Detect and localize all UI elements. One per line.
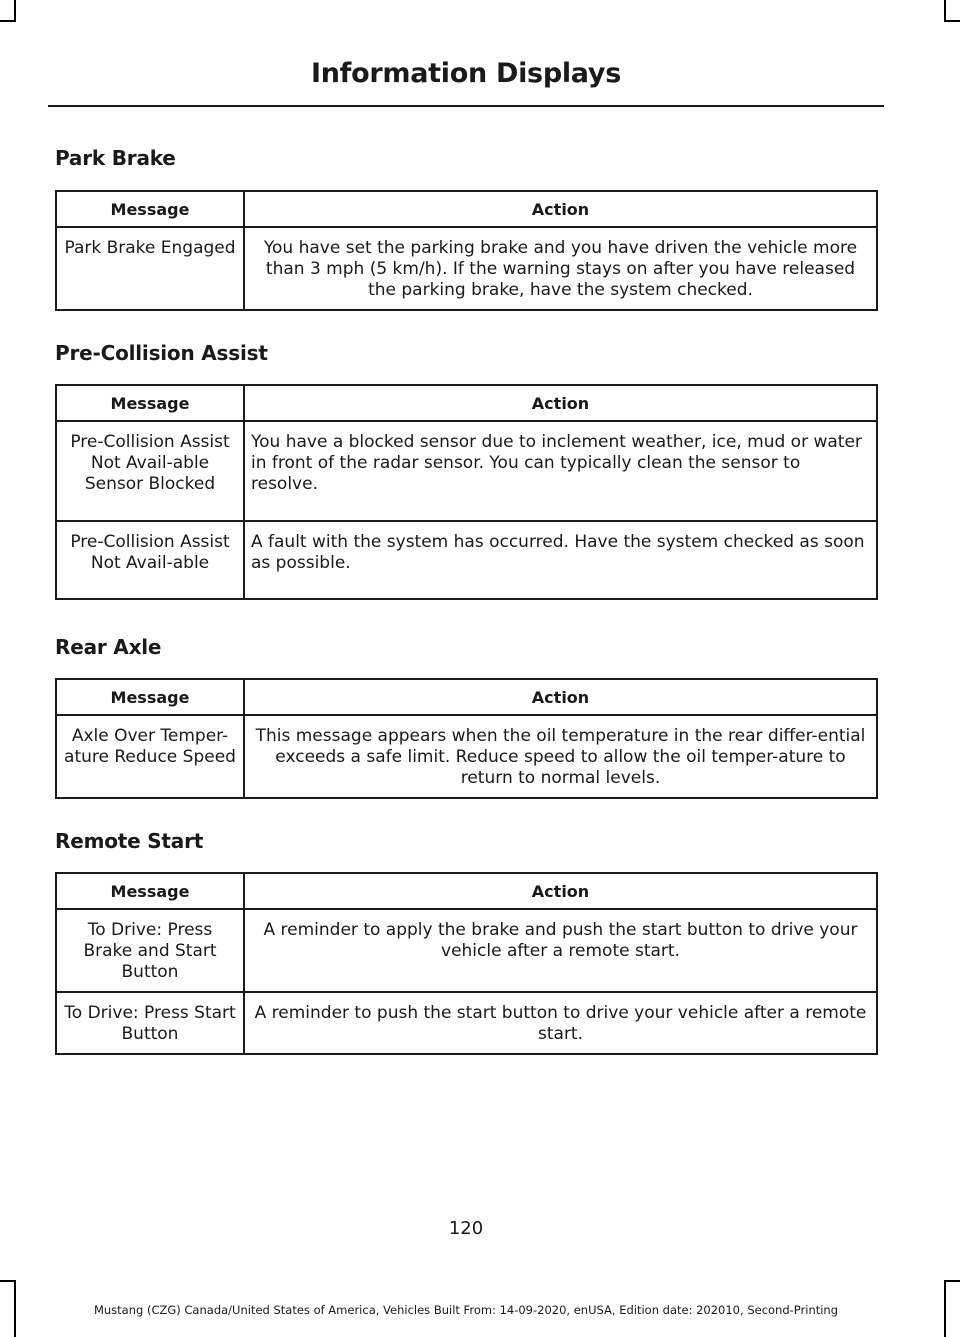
message-cell: Pre-Collision Assist Not Avail-able (56, 521, 244, 599)
section-title-rear-axle: Rear Axle (55, 635, 162, 659)
action-cell: You have a blocked sensor due to inclement weather, ice, mud or water in front of the radar sensor. You can typically clean the sensor to resolve. (244, 421, 877, 521)
section-title-remote-start: Remote Start (55, 829, 204, 853)
message-cell: Pre-Collision Assist Not Avail-able Sensor Blocked (56, 421, 244, 521)
message-cell: Axle Over Temper-ature Reduce Speed (56, 715, 244, 798)
table-row (56, 521, 877, 599)
crop-mark-bottom-right-h (944, 1280, 960, 1282)
page-header: Information Displays (311, 58, 621, 89)
column-header-message: Message (56, 191, 244, 227)
section-title-park-brake: Park Brake (55, 146, 176, 170)
remote-start-table (55, 872, 878, 1055)
table-row (56, 227, 877, 310)
page-number: 120 (448, 1218, 484, 1239)
column-header-message: Message (56, 679, 244, 715)
action-cell: This message appears when the oil temperature in the rear differ-ential exceeds a safe limit. Reduce speed to allow the oil temper-ature to return to normal levels. (244, 715, 877, 798)
rear-axle-table (55, 678, 878, 799)
park-brake-table (55, 190, 878, 311)
message-cell: Park Brake Engaged (56, 227, 244, 310)
column-header-message: Message (56, 873, 244, 909)
footer-edition-info: Mustang (CZG) Canada/United States of America, Vehicles Built From: 14-09-2020, enUSA, Edition date: 202010, Second-Printing (93, 1303, 839, 1317)
action-cell: A reminder to apply the brake and push the start button to drive your vehicle after a remote start. (244, 909, 877, 992)
table-header-row (56, 191, 877, 227)
table-header-row (56, 385, 877, 421)
section-title-pre-collision-assist: Pre-Collision Assist (55, 341, 268, 365)
message-cell: To Drive: Press Brake and Start Button (56, 909, 244, 992)
column-header-action: Action (244, 191, 877, 227)
table-header-row (56, 679, 877, 715)
header-divider (48, 105, 884, 107)
crop-mark-top-left (14, 0, 16, 22)
table-row (56, 992, 877, 1054)
crop-mark-top-right (944, 0, 946, 22)
pre-collision-table (55, 384, 878, 600)
column-header-action: Action (244, 873, 877, 909)
column-header-action: Action (244, 679, 877, 715)
action-cell: A reminder to push the start button to drive your vehicle after a remote start. (244, 992, 877, 1054)
crop-mark-top-left-h (0, 20, 16, 22)
table-row (56, 715, 877, 798)
crop-mark-bottom-left-h (0, 1280, 16, 1282)
table-header-row (56, 873, 877, 909)
column-header-action: Action (244, 385, 877, 421)
table-row (56, 909, 877, 992)
message-cell: To Drive: Press Start Button (56, 992, 244, 1054)
column-header-message: Message (56, 385, 244, 421)
action-cell: You have set the parking brake and you have driven the vehicle more than 3 mph (5 km/h). If the warning stays on after you have released the parking brake, have the system checked. (244, 227, 877, 310)
crop-mark-top-right-h (944, 20, 960, 22)
table-row (56, 421, 877, 521)
action-cell: A fault with the system has occurred. Have the system checked as soon as possible. (244, 521, 877, 599)
crop-mark-bottom-right (944, 1280, 946, 1337)
